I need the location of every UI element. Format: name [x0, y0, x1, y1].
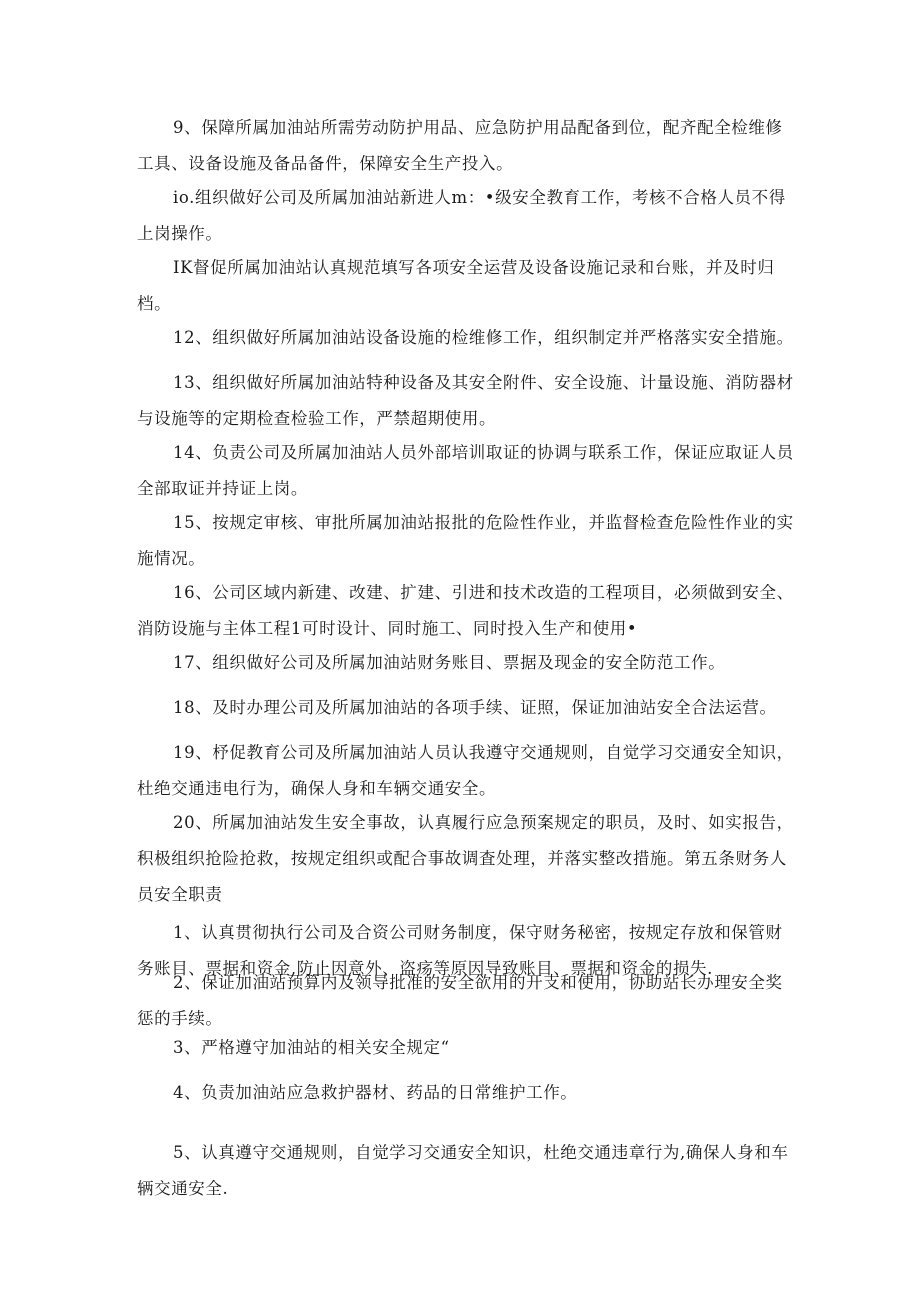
paragraph-line: 5、认真遵守交通规则，自觉学习交通安全知识，杜绝交通违章行为,确保人身和车 [173, 1143, 789, 1162]
paragraph-16 [137, 1075, 787, 1111]
paragraph-line: 与设施等的定期检查检验工作，严禁超期使用。 [137, 409, 497, 428]
paragraph-2 [137, 180, 787, 252]
paragraph-15 [137, 1030, 787, 1066]
paragraph-7 [137, 505, 794, 577]
paragraph-line: 13、组织做好所属加油站特种设备及其安全附件、安全设施、计量设施、消防器材 [173, 373, 794, 392]
paragraph-line: 1、认真贯彻执行公司及合资公司财务制度，保守财务秘密，按规定存放和保管财 [173, 923, 783, 942]
paragraph-line: 工具、设备设施及备品备件，保障安全生产投入。 [137, 154, 514, 173]
paragraph-17 [137, 1135, 787, 1207]
paragraph-3 [137, 250, 787, 322]
paragraph-line: 15、按规定审核、审批所属加油站报批的危险性作业，并监督检查危险性作业的实 [173, 513, 794, 532]
paragraph-line: 惩的手续。 [137, 1009, 223, 1028]
paragraph-5 [137, 365, 794, 437]
paragraph-1 [137, 110, 787, 182]
paragraph-line: 4、负责加油站应急救护器材、药品的日常维护工作。 [173, 1083, 578, 1102]
paragraph-line: 9、保障所属加油站所需劳动防护用品、应急防护用品配备到位，配齐配全检维修 [173, 118, 783, 137]
paragraph-line: 3、严格遵守加油站的相关安全规定“ [173, 1038, 450, 1057]
paragraph-11 [137, 735, 794, 807]
paragraph-line: 19、杼促教育公司及所属加油站人员认我遵守交通规则，自觉学习交通安全知识， [173, 743, 794, 762]
paragraph-8 [137, 575, 794, 647]
paragraph-line: 17、组织做好公司及所属加油站财务账目、票据及现金的安全防范工作。 [173, 653, 726, 672]
paragraph-line: 档。 [137, 294, 172, 313]
paragraph-line: 12、组织做好所属加油站设备设施的检维修工作，组织制定并严格落实安全措施。 [173, 328, 794, 347]
paragraph-line: 2、保证加油站预算内及领导批准的安全欲用的开支和使用，协助站长办理安全奖 [173, 973, 783, 992]
paragraph-6 [137, 435, 794, 507]
paragraph-line: 上岗操作。 [137, 224, 223, 243]
paragraph-12 [137, 805, 794, 913]
paragraph-line: 18、及时办理公司及所属加油站的各项手续、证照，保证加油站安全合法运营。 [173, 698, 777, 717]
paragraph-line: 杜绝交通违电行为，确保人身和车辆交通安全。 [137, 779, 497, 798]
paragraph-line: 员安全职责 [137, 885, 223, 904]
paragraph-line: 施情况。 [137, 549, 206, 568]
paragraph-line: IK督促所属加油站认真规范填写各项安全运营及设备设施记录和台账，并及时归 [173, 258, 775, 277]
paragraph-4 [137, 320, 794, 356]
paragraph-line: 积极组织抢险抢救，按规定组织或配合事故调査处理，并落实整改措施。第五条财务人 [137, 849, 787, 868]
paragraph-line: io.组织做好公司及所属加油站新进人m：•级安全教育工作，考核不合格人员不得 [173, 188, 786, 207]
paragraph-10 [137, 690, 787, 726]
paragraph-line: 14、负责公司及所属加油站人员外部培训取证的协调与联系工作，保证应取证人员 [173, 443, 794, 462]
paragraph-line: 务账目、票据和资金,防止因意外、盗疡等原因导致账目、票据和资金的损失. [137, 959, 713, 978]
paragraph-line: 20、所属加油站发生安全事故，认真履行应急预案规定的职员，及时、如实报告， [173, 813, 794, 832]
paragraph-line: 消防设施与主体工程1可时设计、同时施工、同时投入生产和使用• [137, 619, 638, 638]
paragraph-line: 辆交通安全. [137, 1179, 229, 1198]
paragraph-14 [137, 965, 787, 1037]
paragraph-line: 全部取证并持证上岗。 [137, 479, 308, 498]
paragraph-9 [137, 645, 787, 681]
paragraph-line: 16、公司区域内新建、改建、扩建、引进和技术改造的工程项目，必须做到安全、 [173, 583, 794, 602]
